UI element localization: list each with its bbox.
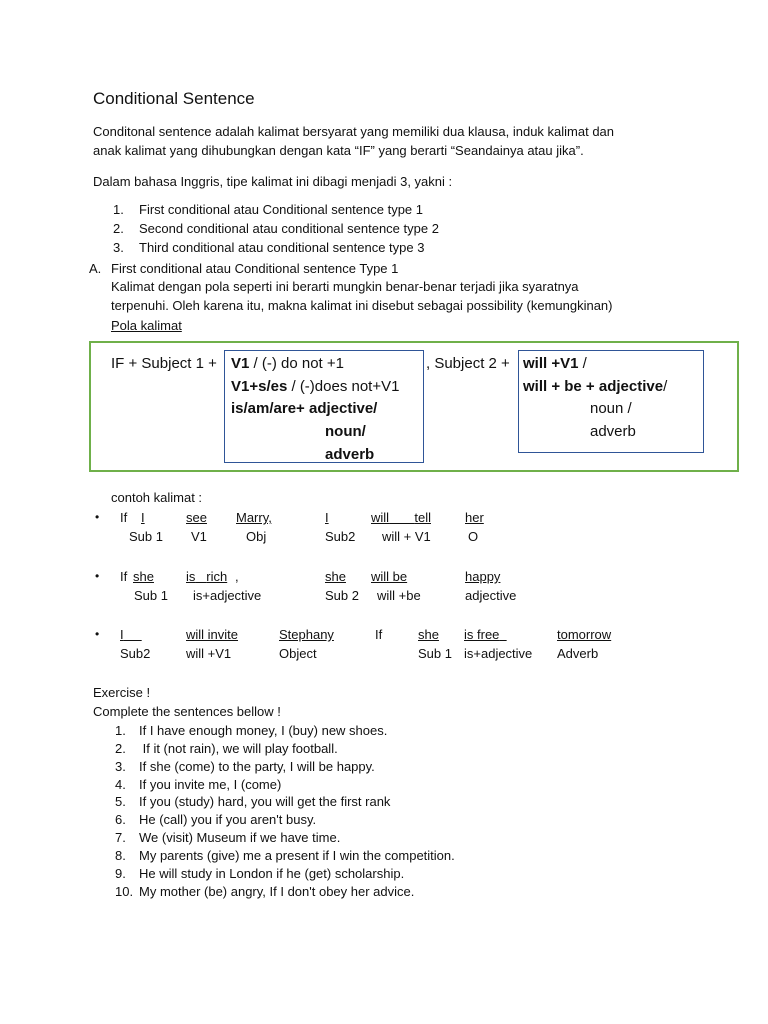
exercise-instruction: Complete the sentences bellow !	[93, 704, 281, 719]
list-item: 10. My mother (be) angry, If I don't obey her advice.	[115, 884, 415, 899]
pattern-left-2: V1+s/es / (-)does not+V1	[231, 378, 400, 395]
pattern-label: Pola kalimat	[111, 318, 182, 333]
list-item: 5. If you (study) hard, you will get the first rank	[115, 794, 391, 809]
example-role: O	[468, 529, 479, 544]
example-role: Sub2	[120, 646, 151, 661]
example-role: Sub2	[325, 529, 356, 544]
example-role: V1	[191, 529, 207, 544]
pattern-mid: , Subject 2 +	[426, 355, 510, 372]
division-text: Dalam bahasa Inggris, tipe kalimat ini dibagi menjadi 3, yakni :	[93, 174, 453, 189]
list-item: 7. We (visit) Museum if we have time.	[115, 830, 341, 845]
pattern-lead: IF + Subject 1 +	[111, 355, 217, 372]
example-word: she	[133, 569, 154, 584]
example-word: is rich	[186, 569, 228, 584]
example-word: If	[375, 627, 383, 642]
example-word: she	[418, 627, 439, 642]
example-word: will tell	[371, 510, 431, 525]
bullet: •	[95, 510, 100, 524]
example-word: ,	[235, 569, 239, 584]
pattern-right-2: will + be + adjective/	[523, 378, 668, 395]
example-role: will +be	[377, 588, 421, 603]
example-word: will invite	[186, 627, 239, 642]
example-role: Sub 1	[129, 529, 163, 544]
example-word: If	[120, 569, 128, 584]
list-item: 9. He will study in London if he (get) scholarship.	[115, 866, 405, 881]
pattern-left-1: V1 / (-) do not +1	[231, 355, 344, 372]
example-word: Marry,	[236, 510, 272, 525]
example-word: is free	[464, 627, 500, 642]
example-role: will +V1	[186, 646, 232, 661]
example-word: tomorrow	[557, 627, 612, 642]
example-role: Obj	[246, 529, 267, 544]
example-role: will + V1	[382, 529, 431, 544]
example-role: adjective	[465, 588, 517, 603]
pattern-right-3: noun /	[590, 400, 632, 417]
pattern-right-1: will +V1 /	[523, 355, 587, 372]
example-word: see	[186, 510, 207, 525]
pattern-left-4: noun/	[325, 423, 366, 440]
example-role: Adverb	[557, 646, 599, 661]
section-a-desc-1: Kalimat dengan pola seperti ini berarti mungkin benar-benar terjadi jika syaratnya	[111, 279, 579, 294]
section-a-heading: A. First conditional atau Conditional sentence Type 1	[89, 261, 399, 276]
list-item: 6. He (call) you if you aren't busy.	[115, 812, 317, 827]
example-word: Stephany	[279, 627, 334, 642]
example-role: is+adjective	[464, 646, 533, 661]
examples-label: contoh kalimat :	[111, 490, 203, 505]
list-item: 2. Second conditional atau conditional sentence type 2	[113, 221, 439, 236]
example-word: happy	[465, 569, 501, 584]
example-role: Sub 1	[418, 646, 452, 661]
example-role: is+adjective	[193, 588, 262, 603]
intro-line-1: Conditonal sentence adalah kalimat bersyarat yang memiliki dua klausa, induk kalimat dan	[93, 124, 615, 139]
bullet: •	[95, 627, 100, 641]
page-title: Conditional Sentence	[93, 89, 255, 108]
example-word: I	[141, 510, 145, 525]
example-word: her	[465, 510, 484, 525]
list-item: 4. If you invite me, I (come)	[115, 777, 282, 792]
list-item: 3. If she (come) to the party, I will be happy.	[115, 759, 375, 774]
section-a-desc-2: terpenuhi. Oleh karena itu, makna kalimat ini disebut sebagai possibility (kemungkinan)	[111, 298, 613, 313]
list-item: 1. First conditional atau Conditional sentence type 1	[113, 202, 424, 217]
example-role: Object	[279, 646, 317, 661]
example-word: If	[120, 510, 128, 525]
example-word: I	[325, 510, 329, 525]
list-item: 8. My parents (give) me a present if I win the competition.	[115, 848, 455, 863]
list-item: 3. Third conditional atau conditional sentence type 3	[113, 240, 425, 255]
example-word: will be	[371, 569, 408, 584]
list-item: 1. If I have enough money, I (buy) new shoes.	[115, 723, 388, 738]
list-item: 2. If it (not rain), we will play football.	[115, 741, 338, 756]
pattern-left-3: is/am/are+ adjective/	[231, 400, 378, 417]
intro-line-2: anak kalimat yang dihubungkan dengan kata “IF” yang berarti “Seandainya atau jika”.	[93, 143, 584, 158]
pattern-left-5: adverb	[325, 446, 375, 463]
pattern-right-4: adverb	[590, 423, 636, 440]
example-word: I	[120, 627, 124, 642]
exercise-title: Exercise !	[93, 685, 151, 700]
example-role: Sub 1	[134, 588, 168, 603]
example-role: Sub 2	[325, 588, 359, 603]
example-word: she	[325, 569, 346, 584]
bullet: •	[95, 569, 100, 583]
